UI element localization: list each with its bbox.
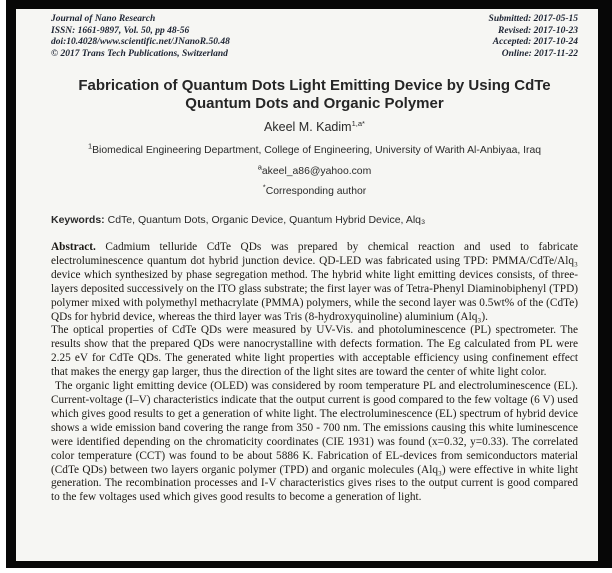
email-text: akeel_a86@yahoo.com [261,166,372,177]
date-revised: Revised: 2017-10-23 [498,25,578,36]
journal-issn-volume: ISSN: 1661-9897, Vol. 50, pp 48-56 [51,25,190,36]
abstract-paragraph-3: The organic light emitting device (OLED) was considered by room temperature PL and electroluminescence (EL). Current-voltage (I–V) characteristics indicate that the output current is good compared to the few voltage (6 V) used which gives good results to get a generation of white light. The electroluminescence (EL) spectrum of hybrid device shows a wide emission band covering the range from 350 - 700 nm. The emissions causing this white luminescence were identified depending on the chromaticity coordinates (CIE 1931) was found (x=0.32, y=0.33). The correlated color temperature (CCT) was found to be about 5886 K. Fabrication of EL-devices from semiconductors material (CdTe QDs) between two layers organic polymer (TPD) and organic molecules (Alq₃) were effective in white light generation. The recombination processes and I-V characteristics gives rises to the output current is good compared to the few voltages used which gives good results to become a generation of light. [51,380,578,504]
email-line [51,162,578,177]
author-superscript: 1,a* [351,118,365,128]
keywords-label: Keywords: [51,214,105,226]
abstract-paragraph-2: The optical properties of CdTe QDs were measured by UV-Vis. and photoluminescence (PL) spectrometer. The results show that the prepared QDs were nanocrystalline with defects formation. The Eg calculated from PL were 2.25 eV for CdTe QDs. The generated white light properties with acceptable efficiency using confinement effect that makes the energy gap larger, thus the direction of the light sites are toward the center of white light color. [51,324,578,379]
keywords-text: CdTe, Quantum Dots, Organic Device, Quantum Hybrid Device, Alq₃ [107,214,426,226]
keywords-line [51,214,578,226]
corresponding-text: Corresponding author [265,186,367,197]
journal-info [51,14,230,60]
affiliation-line [51,141,578,156]
date-accepted: Accepted: 2017-10-24 [492,37,578,47]
abstract-section [51,241,578,505]
journal-copyright: © 2017 Trans Tech Publications, Switzerland [51,48,228,59]
date-online: Online: 2017-11-22 [501,48,578,59]
journal-doi: doi:10.4028/www.scientific.net/JNanoR.50.48 [51,37,230,47]
journal-name: Journal of Nano Research [51,14,156,24]
page-content [16,9,598,505]
abstract-paragraph-1 [51,241,578,324]
author-name: Akeel M. Kadim [264,120,352,134]
abstract-paragraph-1-text: Cadmium telluride CdTe QDs was prepared by chemical reaction and used to fabricate electroluminescence quantum dot hybrid junction device. QD-LED was fabricated using TPD: PMMA/CdTe/Alq₃ device which synthesized by phase segregation method. The hybrid white light emitting devices consists, of three-layers deposited successively on the ITO glass substrate; the first layer was of Tetra-Phenyl Diaminobiphenyl (TPD) polymer mixed with polymethyl methacrylate (PMMA) polymers, while the second layer was 0.5wt% of the (CdTe) QDs for hybrid device, whereas the third layer was Tris (8-hydroxyquinoline) aluminium (Alq₃). [51,241,578,323]
email-superscript: a [257,162,262,172]
author-line [51,120,578,134]
affiliation-text: Biomedical Engineering Department, College of Engineering, University of Warith Al-Anbiyaa, Iraq [92,145,542,156]
article-dates [489,14,578,60]
corresponding-superscript: * [262,182,266,192]
affiliation-superscript: 1 [87,141,93,151]
date-submitted: Submitted: 2017-05-15 [488,14,578,24]
abstract-label: Abstract. [51,241,96,253]
page-frame [6,0,612,568]
paper-title: Fabrication of Quantum Dots Light Emitting Device by Using CdTe Quantum Dots and Organic Polymer [78,77,551,112]
corresponding-author-line [51,182,578,197]
paper-header [51,14,578,60]
